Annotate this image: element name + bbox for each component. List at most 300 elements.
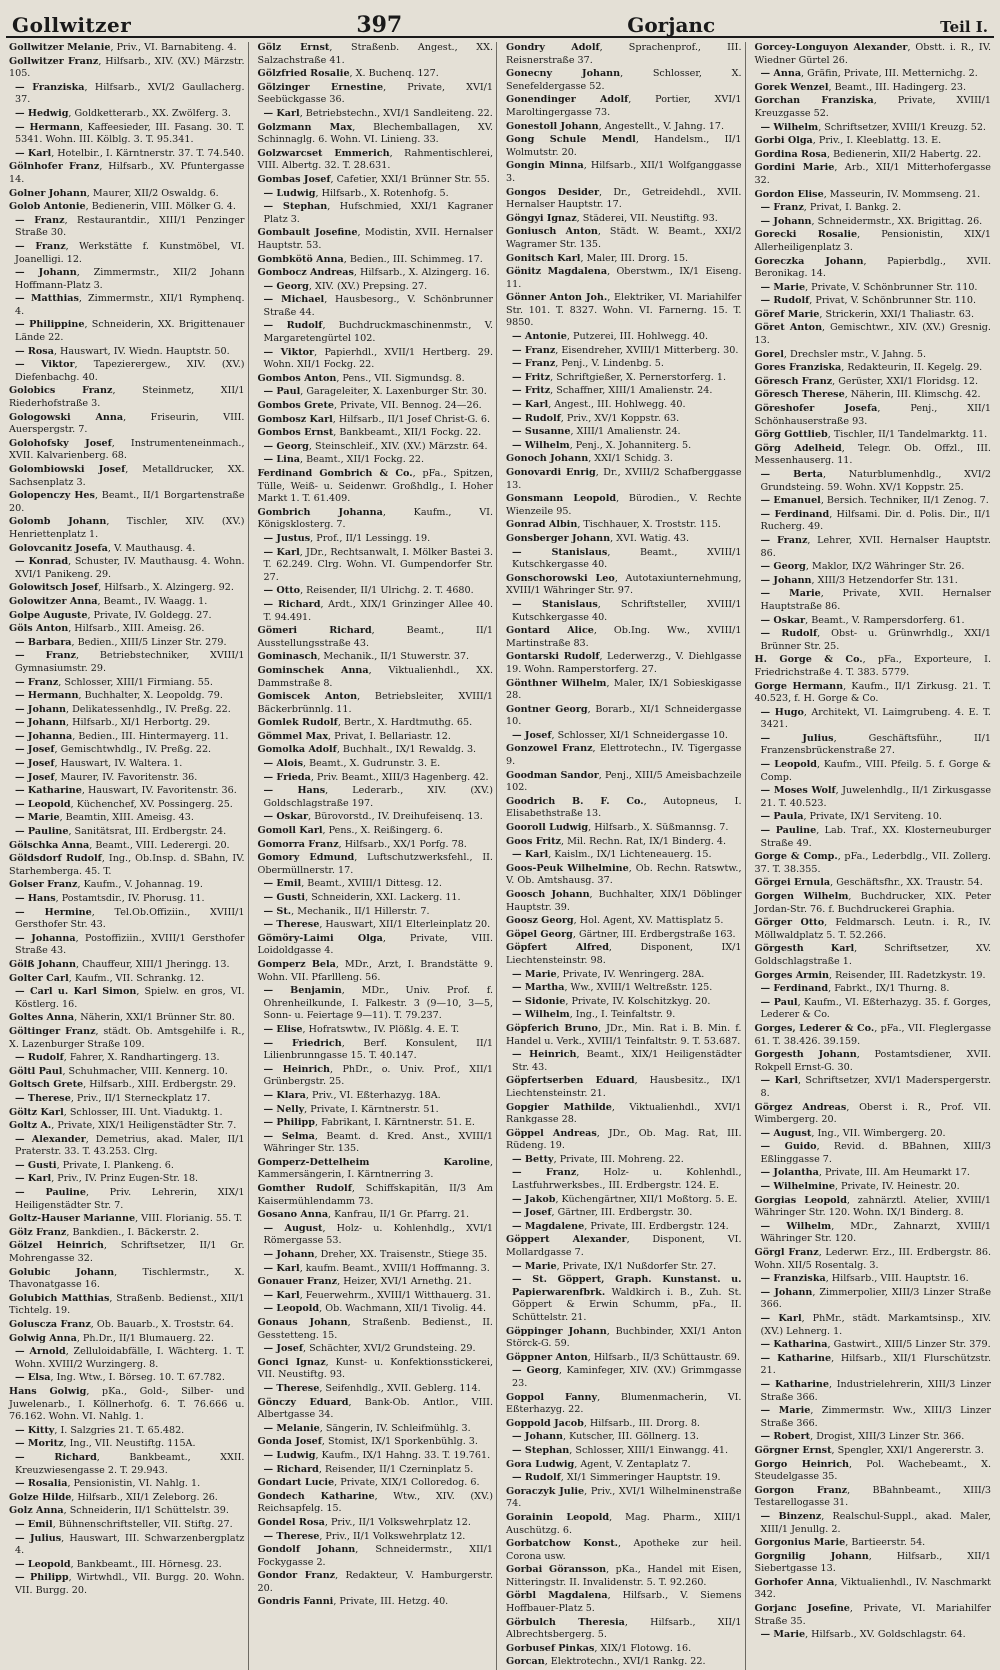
entry-name: — Robert [760, 1431, 811, 1443]
entry-details: , Tischlermstr., X. Thavonatgasse 16. [9, 1266, 245, 1291]
directory-entry [258, 959, 494, 984]
directory-entry [258, 906, 494, 919]
directory-entry [258, 1450, 494, 1463]
directory-entry [258, 691, 494, 716]
entry-details: , Näherin, XXI/1 Brünner Str. 80. [74, 1012, 235, 1024]
entry-details: , Strickerin, XXI/1 Thaliastr. 63. [819, 308, 974, 320]
directory-entry [755, 891, 992, 916]
directory-entry [258, 599, 494, 624]
entry-name: — Pauline [15, 1187, 87, 1199]
entry-details: , Lederwerzg., V. Diehlgasse 19. Wohn. Ramperstorferg. 27. [506, 651, 742, 675]
entry-name: Goodrich B. F. Co. [506, 795, 644, 807]
entry-name: H. Gorge & Co. [754, 654, 863, 666]
directory-entry [9, 1572, 245, 1597]
directory-entry [9, 690, 245, 703]
entry-details: , Dreher, XX. Traisenstr., Stiege 35. [314, 1249, 488, 1261]
entry-name: — Selma [263, 1130, 315, 1142]
entry-details: , Pens., X. Reißingerg. 6. [322, 825, 443, 837]
directory-entry [9, 1386, 245, 1424]
entry-details: , Dr., XVIII/2 Schafberggasse 13. [506, 467, 742, 491]
directory-entry [755, 588, 992, 613]
directory-entry [506, 413, 742, 426]
entry-name: — Wilhelm [760, 121, 819, 133]
directory-entry [755, 389, 992, 402]
entry-name: Golombiowski Josef [9, 464, 126, 475]
entry-details: , Blechemballagen, XV. Schinnaglg. 6. Wohn. VI. Linieng. 33. [257, 121, 493, 146]
entry-details: , Maler, IX/1 Sobieskigasse 28. [506, 677, 742, 702]
entry-details: , Sanitätsrat, III. Erdbergstr. 24. [68, 826, 227, 838]
entry-details: , Hofratswtw., IV. Plößlg. 4. E. T. [302, 1023, 460, 1035]
entry-details: , Beamt., VIII. Lederergi. 20. [89, 839, 230, 851]
entry-name: — Josef [15, 771, 55, 783]
directory-entry [755, 1313, 992, 1338]
entry-details: , Ing., I. Teinfaltstr. 9. [569, 1009, 676, 1021]
entry-details: , Ww., XVIII/1 Weltreßstr. 125. [564, 982, 713, 994]
entry-details: , Priv., VI. Eßterhazyg. 18A. [305, 1089, 441, 1101]
directory-entry [506, 467, 742, 492]
entry-name: Görgner Ernst [754, 1444, 832, 1456]
entry-name: Goltz-Hauser Marianne [9, 1213, 136, 1225]
entry-name: Gonestoll Johann [506, 120, 599, 132]
entry-name: Goppold Jacob [506, 1417, 584, 1429]
entry-details: , Mechanik., II/1 Hillerstr. 7. [291, 905, 430, 917]
entry-details: , Hausbesorg., V. Schönbrunner Straße 44. [263, 294, 493, 318]
entry-name: Gönitz Magdalena [506, 266, 608, 278]
entry-name: — Ferdinand [760, 508, 830, 520]
entry-name: Goreczka Johann [754, 255, 864, 267]
directory-entry [506, 399, 742, 412]
entry-details: , Reisender, II/1 Czerninplatz 5. [318, 1463, 474, 1475]
entry-name: Gorchan Franziska [754, 95, 874, 107]
entry-details: , Obst- u. Grünwrhdlg., XXI/1 Brünner Str. 25. [760, 628, 992, 652]
directory-entry [755, 1603, 992, 1628]
entry-name: — Hans [263, 785, 326, 797]
entry-details: , Ob.Ing. Ww., XVIII/1 Martinstraße 83. [506, 625, 742, 649]
entry-name: Gomther Rudolf [257, 1183, 352, 1195]
entry-details: , Angestellt., V. Jahng. 17. [598, 120, 725, 132]
entry-name: — Georg [512, 1365, 559, 1377]
directory-entry [755, 1181, 992, 1194]
directory-entry [9, 42, 245, 55]
directory-entry [755, 1075, 992, 1100]
entry-name: — Frieda [263, 771, 311, 783]
entry-name: — Franz [760, 202, 804, 214]
directory-entry [506, 1643, 742, 1656]
entry-name: — Fritz [512, 371, 551, 383]
directory-entry [506, 1023, 742, 1048]
entry-name: Gonendinger Adolf [506, 94, 629, 106]
entry-name: — Katharine [760, 1378, 830, 1390]
directory-entry [9, 148, 245, 161]
directory-entry [755, 535, 992, 560]
entry-name: — St. [263, 905, 292, 917]
directory-entry [9, 610, 245, 623]
entry-name: Gombos Anton [257, 372, 337, 384]
directory-entry [258, 1531, 494, 1544]
entry-name: — Hermine [15, 906, 92, 918]
entry-details: , Juwelenhdlg., II/1 Zirkusgasse 21. T. 40.523. [760, 785, 991, 809]
directory-entry [506, 915, 742, 928]
directory-entry [9, 359, 245, 384]
entry-details: , kaufm. Beamt., XVIII/1 Hoffmanng. 3. [299, 1262, 490, 1274]
entry-name: Gondor Franz [257, 1570, 336, 1582]
entry-name: Gönner Anton Joh. [506, 292, 608, 304]
entry-details: , Priv., XV/1 Koppstr. 63. [560, 412, 680, 424]
directory-entry [506, 1445, 742, 1458]
entry-details: , Autotaxiunternehmung, XVIII/1 Währinger Str. 97. [506, 572, 742, 597]
entry-details: , Hilfsarb., XV. Pfuntergasse 14. [9, 161, 245, 185]
directory-entry [506, 372, 742, 385]
entry-name: — Otto [263, 585, 301, 597]
entry-details: , Schriftsteller, XVIII/1 Kutschkergasse 40. [512, 598, 742, 623]
directory-entry [755, 1339, 992, 1352]
directory-entry [9, 241, 245, 266]
entry-details: , Elettrotechn., IV. Tigergasse 9. [506, 743, 742, 768]
entry-details: , Maurer, XII/2 Oswaldg. 6. [86, 187, 219, 199]
directory-entry [755, 403, 992, 428]
directory-entry [258, 651, 494, 664]
entry-name: — Nelly [263, 1103, 305, 1115]
directory-entry [755, 1629, 992, 1642]
entry-name: Gopgier Mathilde [506, 1101, 612, 1113]
entry-details: , Bartieerstr. 54. [845, 1537, 926, 1549]
entry-details: , Ob. Bauarb., X. Troststr. 64. [90, 1319, 234, 1330]
directory-entry [258, 811, 494, 824]
directory-entry [755, 495, 992, 508]
directory-entry [258, 42, 494, 67]
entry-details: , Priv., II/1 Volkswehrplatz 12. [319, 1530, 466, 1542]
entry-details: , Priv., IV. Prinz Eugen-Str. 18. [51, 1173, 199, 1185]
entry-name: — Franz [15, 214, 65, 226]
directory-entry [9, 933, 245, 958]
directory-entry [258, 1276, 494, 1289]
directory-entry [9, 1533, 245, 1558]
directory-entry [9, 82, 245, 107]
directory-entry [755, 733, 992, 758]
directory-entry [755, 825, 992, 850]
directory-entry [258, 533, 494, 546]
directory-entry [506, 519, 742, 532]
entry-name: Gombocz Andreas [257, 267, 354, 279]
entry-name: — Arnold [15, 1346, 66, 1358]
entry-name: — Karl [263, 546, 300, 558]
entry-name: Goniusch Anton [506, 226, 598, 238]
directory-entry [258, 547, 494, 585]
directory-entry [755, 1023, 992, 1048]
directory-entry [9, 1093, 245, 1106]
entry-name: — Julius [15, 1532, 62, 1544]
directory-entry [258, 1183, 494, 1208]
entry-name: — Johann [512, 1431, 564, 1443]
entry-name: — Gusti [15, 1159, 57, 1171]
entry-details: , Angest., III. Hohlwegg. 40. [548, 399, 686, 411]
entry-name: — Franz [512, 358, 556, 370]
entry-details: , Private, III. Mohreng. 22. [553, 1153, 684, 1165]
entry-details: , Geschäftsführ., II/1 Franzensbrückenstraße 27. [760, 732, 991, 757]
directory-entry [506, 292, 742, 330]
entry-name: — Gusti [263, 892, 306, 903]
entry-name: — Johanna [15, 932, 76, 944]
directory-entry [755, 654, 992, 679]
entry-name: Göresch Franz [754, 375, 833, 387]
directory-entry [258, 1397, 494, 1422]
entry-name: — Emil [15, 1518, 53, 1530]
entry-name: Golubic Johann [9, 1266, 115, 1278]
entry-name: Gosano Anna [257, 1209, 329, 1221]
entry-name: Gorges, Lederer & Co. [754, 1022, 875, 1034]
entry-details: , Bankbeamt., XII/1 Fockg. 22. [333, 427, 482, 439]
directory-entry [755, 1551, 992, 1576]
directory-entry [258, 281, 494, 294]
entry-name: — Richard [15, 1451, 97, 1463]
entry-details: , Private, VIII. Loidoldgasse 4. [257, 932, 494, 957]
entry-name: Gonrad Albin [506, 519, 578, 531]
entry-details: , Hauswart, XII/1 Elterleinplatz 20. [319, 919, 491, 931]
directory-entry [755, 628, 992, 653]
directory-entry [258, 933, 494, 958]
entry-name: — Stanislaus [512, 598, 598, 610]
directory-entry [9, 1333, 245, 1346]
entry-name: — Johann [760, 215, 812, 227]
entry-name: Gonschorowski Leo [506, 572, 615, 584]
entry-name: — Alois [263, 758, 303, 770]
entry-details: , Berf. Konsulent, II/1 Lilienbrunngasse 15. T. 40.147. [263, 1037, 494, 1062]
entry-name: Gollwitzer Franz [9, 55, 99, 67]
directory-entry [506, 331, 742, 344]
entry-details: , Kaufm., VI. Eßterhazyg. 35. f. Gorges, Lederer & Co. [760, 996, 991, 1021]
directory-entry [258, 441, 494, 454]
entry-name: — Richard [263, 1463, 319, 1475]
entry-details: , MDr., Univ. Prof. f. Ohrenheilkunde, I. Falkestr. 3 (9—10, 3—5, Sonn- u. Feiertage 9—11). T. 79.237. [263, 985, 493, 1022]
entry-name: — Hans [15, 893, 56, 904]
entry-name: Gorbusef Pinkas [506, 1642, 595, 1654]
entry-details: , Hilfsarb., X. Alzingerg. 16. [353, 267, 490, 279]
entry-details: , Private, V. Schönbrunner Str. 110. [805, 281, 978, 293]
directory-entry [755, 95, 992, 120]
entry-details: , Fabrikant, I. Kärntnerstr. 51. E. [314, 1117, 475, 1129]
entry-name: Gombos Grete [257, 400, 334, 412]
entry-name: — Josef [512, 729, 552, 741]
entry-name: — Leopold [263, 1303, 320, 1315]
directory-entry [755, 149, 992, 162]
entry-details: , Spengler, XXI/1 Angererstr. 3. [831, 1444, 984, 1456]
entry-name: Goltes Anna [9, 1012, 75, 1024]
entry-name: — Rudolf [760, 628, 818, 640]
entry-details: , pFa., VII. Fleglergasse 61. T. 38.426. 39.159. [754, 1022, 992, 1047]
entry-details: , Private, XIX/1 Colloredog. 6. [334, 1477, 480, 1489]
directory-entry [506, 1075, 742, 1100]
entry-name: Gorjanc Josefine [754, 1603, 850, 1615]
entry-name: Goluscza Franz [9, 1319, 91, 1330]
entry-details: , Pol. Wachebeamt., X. Steudelgasse 35. [754, 1458, 991, 1483]
entry-name: — Friedrich [263, 1037, 342, 1049]
entry-details: , Bühnenschriftsteller, VII. Stiftg. 27. [52, 1518, 233, 1530]
entry-details: , Gärtner, III. Erdbergstr. 30. [551, 1207, 693, 1219]
entry-name: — Leopold [15, 798, 71, 810]
entry-details: , Näherin, III. Klimschg. 42. [844, 389, 981, 401]
entry-details: , Hauswart, IV. Favoritenstr. 36. [81, 785, 237, 797]
entry-name: Gonsberger Johann [506, 532, 611, 544]
entry-details: , Hilfsarb., XIII. Erdbergstr. 29. [83, 1079, 237, 1091]
directory-entry [9, 1187, 245, 1212]
directory-entry [506, 1459, 742, 1472]
entry-details: , Kaufm., V. Johannag. 19. [77, 879, 203, 891]
directory-entry [506, 1365, 742, 1390]
entry-name: Gontner Georg [506, 703, 588, 715]
entry-name: — Michael [263, 294, 325, 306]
directory-entry [755, 785, 992, 810]
entry-name: Gönczy Eduard [257, 1396, 349, 1408]
entry-details: , Schächter, XVI/2 Grundsteing. 29. [303, 1343, 476, 1355]
entry-details: , Private, IX/1 Serviteng. 10. [803, 811, 942, 823]
entry-name: — Susanne [512, 426, 571, 438]
directory-entry [506, 1207, 742, 1220]
entry-name: — Martha [512, 982, 565, 994]
entry-name: — Georg [263, 280, 309, 292]
entry-name: Golter Carl [9, 972, 69, 984]
directory-entry [755, 811, 992, 824]
entry-name: Goodman Sandor [506, 769, 599, 781]
entry-details: , Hilfsarb., XIII. Ameisg. 26. [68, 623, 205, 635]
entry-details: , Ing., Ob.Insp. d. SBahn, IV. Starhemberga. 45. T. [9, 853, 245, 877]
directory-entry [258, 585, 494, 598]
entry-details: , Beamt., V. Rampersdorferg. 61. [805, 614, 965, 626]
entry-name: Gondry Adolf [506, 42, 600, 53]
directory-entry [258, 122, 494, 147]
entry-details: , Schuhmacher, VIII. Kennerg. 10. [62, 1065, 228, 1077]
entry-name: Golomb Johann [9, 516, 107, 528]
entry-name: — Franziska [15, 81, 85, 93]
entry-details: , Heizer, XVI/1 Arnethg. 21. [337, 1276, 472, 1288]
directory-entry [506, 266, 742, 291]
directory-entry [9, 840, 245, 853]
directory-entry [755, 759, 992, 784]
part-label: Teil I. [940, 18, 988, 36]
entry-details: , I. Salzgries 21. T. 65.482. [54, 1424, 185, 1436]
directory-entry [755, 1195, 992, 1220]
entry-details: , Hilfsarb., XVI/2 Gaullacherg. 37. [15, 81, 245, 106]
directory-entry [506, 345, 742, 358]
directory-entry [258, 1117, 494, 1130]
entry-details: , Elektriker, VI. Mariahilfer Str. 101. T. 8327. Wohn. VI. Farnerng. 15. T. 9850. [506, 292, 742, 329]
entry-name: — Oskar [760, 614, 806, 626]
directory-entry [9, 161, 245, 186]
entry-details: , Penj., V. Lindenbg. 5. [555, 358, 664, 370]
entry-name: — Franz [15, 676, 59, 688]
directory-entry [9, 201, 245, 214]
directory-entry [9, 464, 245, 489]
entry-details: , pFa., Lederbdlg., VII. Zollerg. 37. T. 38.355. [754, 851, 991, 875]
entry-details: , Kaminfeger, XIV. (XV.) Grimmgasse 23. [512, 1365, 742, 1389]
directory-entry [506, 42, 742, 67]
directory-entry [258, 1570, 494, 1595]
entry-name: — Stephan [263, 201, 328, 213]
directory-entry [506, 358, 742, 371]
entry-details: , Kaffeesieder, III. Fasang. 30. T. 5341. Wohn. III. Kölblg. 3. T. 95.341. [15, 121, 245, 146]
directory-entry [755, 1273, 992, 1286]
directory-entry [9, 1319, 245, 1332]
entry-name: — August [263, 1222, 323, 1234]
entry-name: Goltsch Grete [9, 1079, 84, 1091]
entry-name: — Philipp [263, 1117, 315, 1129]
directory-entry [258, 1357, 494, 1382]
directory-entry [9, 704, 245, 717]
directory-entry [258, 267, 494, 280]
entry-details: , Priv., XVI/1 Wilhelminenstraße 74. [506, 1485, 742, 1510]
entry-details: , Betriebstechniker, XVIII/1 Gymnasiumstr. 29. [15, 650, 245, 674]
directory-entry [258, 1343, 494, 1356]
entry-details: , Priv., II/1 Volkswehrplatz 12. [324, 1516, 471, 1528]
entry-details: , Privat, I. Bankg. 2. [803, 202, 902, 214]
entry-details: , Beamt., XVIII/1 Kutschkergasse 40. [512, 546, 742, 571]
entry-name: — Johann [15, 703, 67, 715]
entry-name: Gölzel Heinrich [9, 1240, 104, 1252]
entry-name: — Josef [263, 1343, 304, 1355]
entry-details: , Reisender, II/1 Ulrichg. 2. T. 4680. [300, 585, 474, 597]
entry-name: — Karl [15, 1173, 52, 1185]
directory-entry [755, 615, 992, 628]
entry-name: Gominasch [257, 651, 318, 663]
entry-name: Görbulch Theresia [506, 1616, 625, 1628]
entry-name: Gondolf Johann [257, 1544, 356, 1556]
entry-name: Hans Golwig [9, 1385, 87, 1397]
directory-entry [9, 1240, 245, 1265]
entry-name: Goosz Georg [506, 915, 574, 927]
entry-details: , Dr., Getreidehdl., XVII. Hernalser Hauptstr. 17. [506, 186, 742, 211]
entry-details: , Straßenb. Bedienst., II. Gesstetteng. 15. [257, 1317, 493, 1341]
directory-entry [258, 1223, 494, 1248]
directory-entry [9, 907, 245, 932]
entry-name: — Rudolf [760, 295, 810, 307]
entry-name: Golowitzer Anna [9, 595, 98, 607]
directory-entry [506, 1154, 742, 1167]
entry-name: Gonitsch Karl [506, 252, 581, 264]
header-last-entry: Gorjanc [627, 13, 716, 37]
entry-details: , Bank-Ob. Antlor., VIII. Albertgasse 34. [257, 1396, 493, 1421]
entry-name: Gomiscek Anton [257, 691, 358, 703]
entry-name: — Klara [263, 1089, 306, 1101]
directory-entry [258, 414, 494, 427]
entry-details: , Tischler, II/1 Tandelmarktg. 11. [827, 429, 988, 441]
entry-details: , Geschäftsfhr., XX. Traustr. 54. [830, 877, 983, 889]
directory-entry [9, 1134, 245, 1159]
entry-details: , Redakteur, V. Hamburgerstr. 20. [257, 1570, 493, 1594]
directory-entry [506, 836, 742, 849]
entry-details: , Drogist, XIII/3 Linzer Str. 366. [810, 1431, 965, 1443]
directory-entry [258, 1517, 494, 1530]
entry-name: Gonecny Johann [506, 68, 621, 80]
entry-name: Gömeri Richard [257, 625, 372, 637]
entry-details: , Kaislm., IX/1 Lichteneauerg. 15. [548, 849, 712, 861]
directory-entry [258, 174, 494, 187]
entry-details: , Hilfsarb., XI/1 Herbortg. 29. [66, 717, 211, 729]
directory-entry [9, 717, 245, 730]
directory-entry [9, 1160, 245, 1173]
entry-name: Görg Gottlieb [754, 429, 828, 441]
directory-entry [9, 1559, 245, 1572]
entry-name: Gorbatchow Konst. [506, 1538, 618, 1550]
entry-details: , Holz- u. Kohlenhdlg., XVI/1 Römergasse 53. [263, 1222, 493, 1247]
directory-entry [506, 929, 742, 942]
entry-details: , Portier, XVI/1 Maroltingergasse 73. [506, 94, 742, 118]
entry-name: — August [760, 1127, 812, 1139]
directory-entry [258, 386, 494, 399]
entry-details: , JDr., Min. Rat i. B. Min. f. Handel u. Verk., XVIII/1 Teinfaltstr. 9. T. 53.687. [506, 1022, 742, 1047]
entry-details: , Kaufm., VI. Königsklosterg. 7. [257, 506, 493, 531]
entry-details: , Putzerei, III. Hohlwegg. 40. [566, 331, 709, 343]
entry-name: — Katharina [760, 1339, 828, 1351]
entry-details: , Schaffner, XIII/1 Amalienstr. 24. [550, 385, 713, 397]
